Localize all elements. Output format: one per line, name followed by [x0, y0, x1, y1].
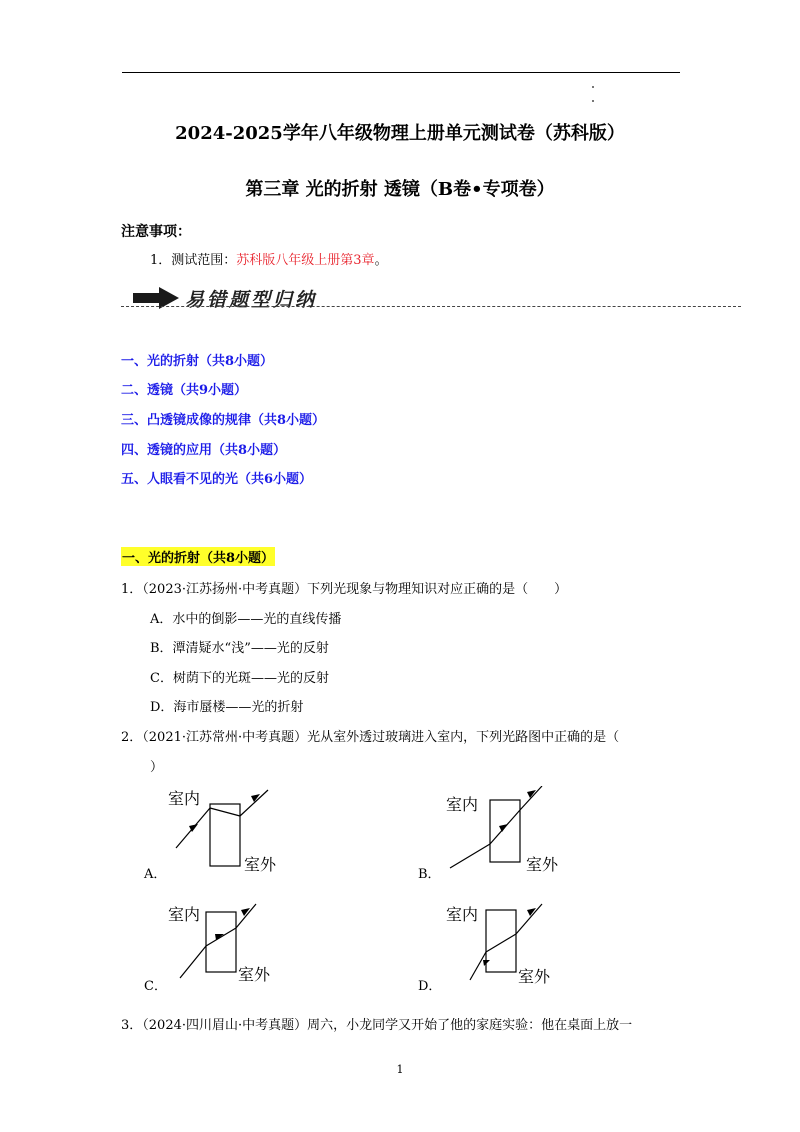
option-d-letter: D． [418, 979, 442, 994]
question-1-option-a: A．水中的倒影——光的直线传播 [150, 612, 342, 627]
outdoor-label: 室外 [244, 855, 277, 874]
notes-item-1-range: 苏科版八年级上册第3章 [236, 253, 375, 268]
outdoor-label: 室外 [526, 855, 559, 874]
outdoor-label: 室外 [238, 965, 271, 984]
notes-heading: 注意事项： [121, 224, 191, 240]
page-subtitle: 第三章 光的折射 透镜（B卷•专项卷） [245, 179, 555, 200]
page-number: 1 [396, 1063, 404, 1076]
option-c-letter: C． [144, 979, 167, 994]
diagram-b[interactable] [446, 786, 606, 886]
option-b-letter: B． [418, 867, 441, 882]
diagram-d[interactable] [446, 898, 606, 998]
toc-item-3[interactable]: 三、凸透镜成像的规律（共8小题） [121, 413, 326, 428]
notes-item-1-prefix: 1．测试范围： [150, 253, 237, 268]
toc-item-1[interactable]: 一、光的折射（共8小题） [121, 354, 274, 369]
section-banner [121, 283, 741, 313]
page-title: 2024-2025学年八年级物理上册单元测试卷（苏科版） [175, 123, 625, 144]
notes-item-1 [150, 249, 388, 268]
header-rule [122, 72, 680, 73]
indoor-label: 室内 [168, 905, 201, 924]
indoor-label: 室内 [446, 795, 479, 814]
header-dot [592, 100, 594, 102]
indoor-label: 室内 [168, 789, 201, 808]
question-2-stem-end: ） [150, 760, 164, 775]
question-1-option-d: D．海市蜃楼——光的折射 [150, 700, 304, 715]
header-dot [592, 86, 594, 88]
diagram-c[interactable] [168, 898, 328, 998]
option-a-letter: A． [144, 867, 167, 882]
banner-text: 易错题型归纳 [185, 289, 318, 311]
question-1-option-b: B．潭清疑水“浅”——光的反射 [150, 641, 329, 656]
diagram-a[interactable] [168, 786, 328, 886]
light-path-diagram [168, 786, 328, 886]
light-path-diagram [446, 786, 606, 886]
question-2-stem: 2．（2021·江苏常州·中考真题）光从室外透过玻璃进入室内，下列光路图中正确的是（ [121, 730, 620, 745]
question-1-option-c: C．树荫下的光斑——光的反射 [150, 671, 329, 686]
light-path-diagram [168, 898, 328, 998]
section-heading: 一、光的折射（共8小题） [121, 547, 275, 566]
question-3-stem: 3．（2024·四川眉山·中考真题）周六，小龙同学又开始了他的家庭实验：他在桌面上放一 [121, 1018, 633, 1033]
toc-item-4[interactable]: 四、透镜的应用（共8小题） [121, 443, 287, 458]
light-path-diagram [446, 898, 606, 998]
outdoor-label: 室外 [518, 967, 551, 986]
banner-divider [121, 306, 741, 307]
question-1-stem: 1．（2023·江苏扬州·中考真题）下列光现象与物理知识对应正确的是（ ） [121, 582, 568, 597]
toc-item-5[interactable]: 五、人眼看不见的光（共6小题） [121, 472, 313, 487]
toc-item-2[interactable]: 二、透镜（共9小题） [121, 383, 248, 398]
indoor-label: 室内 [446, 905, 479, 924]
notes-item-1-suffix: 。 [374, 253, 388, 268]
